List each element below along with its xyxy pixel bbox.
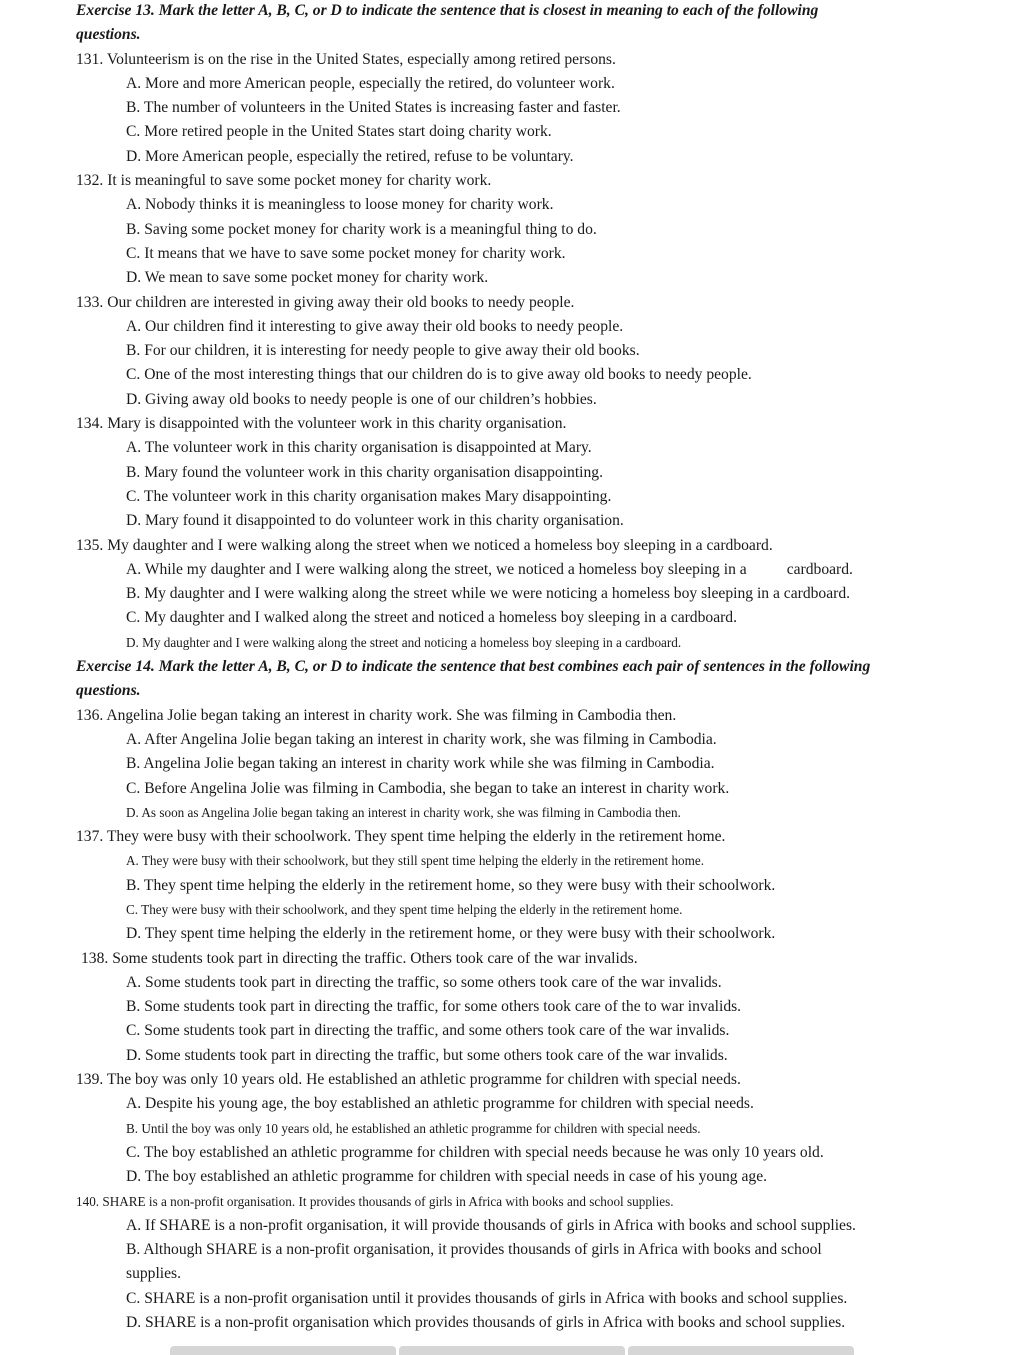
- option-137-d: D. They spent time helping the elderly in the retirement home, or they were busy with their schoolwork.: [126, 925, 776, 943]
- option-132-b: B. Saving some pocket money for charity work is a meaningful thing to do.: [126, 220, 597, 238]
- question-138: 138. Some students took part in directing the traffic. Others took care of the war invalids.: [81, 949, 638, 967]
- option-131-c: C. More retired people in the United States start doing charity work.: [126, 123, 552, 141]
- exercise-14-title-cont: questions.: [76, 682, 141, 700]
- option-133-a: A. Our children find it interesting to give away their old books to needy people.: [126, 317, 624, 335]
- question-131: 131. Volunteerism is on the rise in the United States, especially among retired persons.: [76, 50, 616, 68]
- option-135-a-text: A. While my daughter and I were walking along the street, we noticed a homeless boy sleeping in a: [126, 560, 747, 578]
- option-132-c: C. It means that we have to save some pocket money for charity work.: [126, 244, 566, 262]
- question-137: 137. They were busy with their schoolwork. They spent time helping the elderly in the retirement home.: [76, 828, 726, 846]
- question-132: 132. It is meaningful to save some pocket money for charity work.: [76, 172, 492, 190]
- option-133-c: C. One of the most interesting things that our children do is to give away old books to needy people.: [126, 366, 752, 384]
- option-139-c: C. The boy established an athletic programme for children with special needs because he was only 10 years old.: [126, 1143, 824, 1161]
- option-132-a: A. Nobody thinks it is meaningless to loose money for charity work.: [126, 196, 554, 214]
- exercise-13-title: Exercise 13. Mark the letter A, B, C, or D to indicate the sentence that is closest in meaning to each of the following: [76, 2, 819, 19]
- question-133: 133. Our children are interested in giving away their old books to needy people.: [76, 293, 575, 311]
- option-137-a: A. They were busy with their schoolwork, but they still spent time helping the elderly in the retirement home.: [126, 853, 705, 869]
- option-135-a-tail: cardboard.: [786, 560, 853, 578]
- option-133-b: B. For our children, it is interesting for needy people to give away their old books.: [126, 342, 640, 360]
- question-139: 139. The boy was only 10 years old. He established an athletic programme for children with special needs.: [76, 1071, 741, 1089]
- scrollbar-segment[interactable]: [628, 1346, 854, 1355]
- option-139-b: B. Until the boy was only 10 years old, he established an athletic programme for children with special needs.: [126, 1120, 701, 1136]
- option-131-b: B. The number of volunteers in the United States is increasing faster and faster.: [126, 99, 621, 117]
- scrollbar-segment[interactable]: [170, 1346, 396, 1355]
- option-138-a: A. Some students took part in directing the traffic, so some others took care of the war invalids.: [126, 973, 722, 991]
- option-134-d: D. Mary found it disappointed to do volunteer work in this charity organisation.: [126, 512, 624, 530]
- option-134-b: B. Mary found the volunteer work in this charity organisation disappointing.: [126, 463, 603, 481]
- option-137-b: B. They spent time helping the elderly in the retirement home, so they were busy with their schoolwork.: [126, 876, 776, 894]
- option-135-c: C. My daughter and I walked along the street and noticed a homeless boy sleeping in a cardboard.: [126, 609, 738, 627]
- option-139-d: D. The boy established an athletic programme for children with special needs in case of his young age.: [126, 1168, 768, 1186]
- option-131-a: A. More and more American people, especially the retired, do volunteer work.: [126, 74, 615, 92]
- option-140-b: B. Although SHARE is a non-profit organisation, it provides thousands of girls in Africa with books and school: [126, 1241, 822, 1259]
- option-134-c: C. The volunteer work in this charity organisation makes Mary disappointing.: [126, 487, 612, 505]
- option-140-b-cont: supplies.: [126, 1265, 182, 1283]
- option-132-d: D. We mean to save some pocket money for charity work.: [126, 269, 489, 287]
- worksheet-page: [76, 0, 956, 1335]
- option-136-d: D. As soon as Angelina Jolie began taking an interest in charity work, she was filming in Cambodia then.: [126, 804, 681, 820]
- option-134-a: A. The volunteer work in this charity organisation is disappointed at Mary.: [126, 439, 592, 457]
- option-140-d: D. SHARE is a non-profit organisation which provides thousands of girls in Africa with books and school supplies.: [126, 1314, 846, 1332]
- option-140-a: A. If SHARE is a non-profit organisation, it will provide thousands of girls in Africa with books and school supplies.: [126, 1216, 856, 1234]
- option-139-a: A. Despite his young age, the boy established an athletic programme for children with special needs.: [126, 1095, 754, 1113]
- exercise-14-title: Exercise 14. Mark the letter A, B, C, or D to indicate the sentence that best combines each pair of sentences in the following: [76, 658, 871, 676]
- question-135: 135. My daughter and I were walking along the street when we noticed a homeless boy sleeping in a cardboard.: [76, 536, 773, 554]
- option-138-b: B. Some students took part in directing the traffic, for some others took care of the to war invalids.: [126, 998, 742, 1016]
- option-136-a: A. After Angelina Jolie began taking an interest in charity work, she was filming in Cambodia.: [126, 730, 717, 748]
- scrollbar-segment[interactable]: [399, 1346, 625, 1355]
- option-135-d: D. My daughter and I were walking along the street and noticing a homeless boy sleeping in a cardboard.: [126, 634, 682, 650]
- option-136-b: B. Angelina Jolie began taking an interest in charity work while she was filming in Cambodia.: [126, 755, 715, 773]
- question-136: 136. Angelina Jolie began taking an interest in charity work. She was filming in Cambodia then.: [76, 706, 677, 724]
- option-133-d: D. Giving away old books to needy people is one of our children’s hobbies.: [126, 390, 597, 408]
- horizontal-scrollbar[interactable]: [170, 1346, 854, 1355]
- option-138-d: D. Some students took part in directing the traffic, but some others took care of the war invalids.: [126, 1046, 728, 1064]
- question-134: 134. Mary is disappointed with the volunteer work in this charity organisation.: [76, 415, 567, 433]
- option-136-c: C. Before Angelina Jolie was filming in Cambodia, she began to take an interest in charity work.: [126, 779, 730, 797]
- option-138-c: C. Some students took part in directing the traffic, and some others took care of the war invalids.: [126, 1022, 730, 1040]
- option-135-a: [76, 558, 956, 582]
- option-135-b: B. My daughter and I were walking along the street while we were noticing a homeless boy sleeping in a cardboard.: [126, 585, 851, 603]
- question-140: 140. SHARE is a non-profit organisation. It provides thousands of girls in Africa with books and school supplies.: [76, 1193, 674, 1209]
- option-137-c: C. They were busy with their schoolwork, and they spent time helping the elderly in the retirement home.: [126, 901, 683, 917]
- exercise-13-title-cont: questions.: [76, 26, 141, 44]
- option-140-c: C. SHARE is a non-profit organisation until it provides thousands of girls in Africa with books and school supplies.: [126, 1289, 848, 1307]
- option-131-d: D. More American people, especially the retired, refuse to be voluntary.: [126, 147, 574, 165]
